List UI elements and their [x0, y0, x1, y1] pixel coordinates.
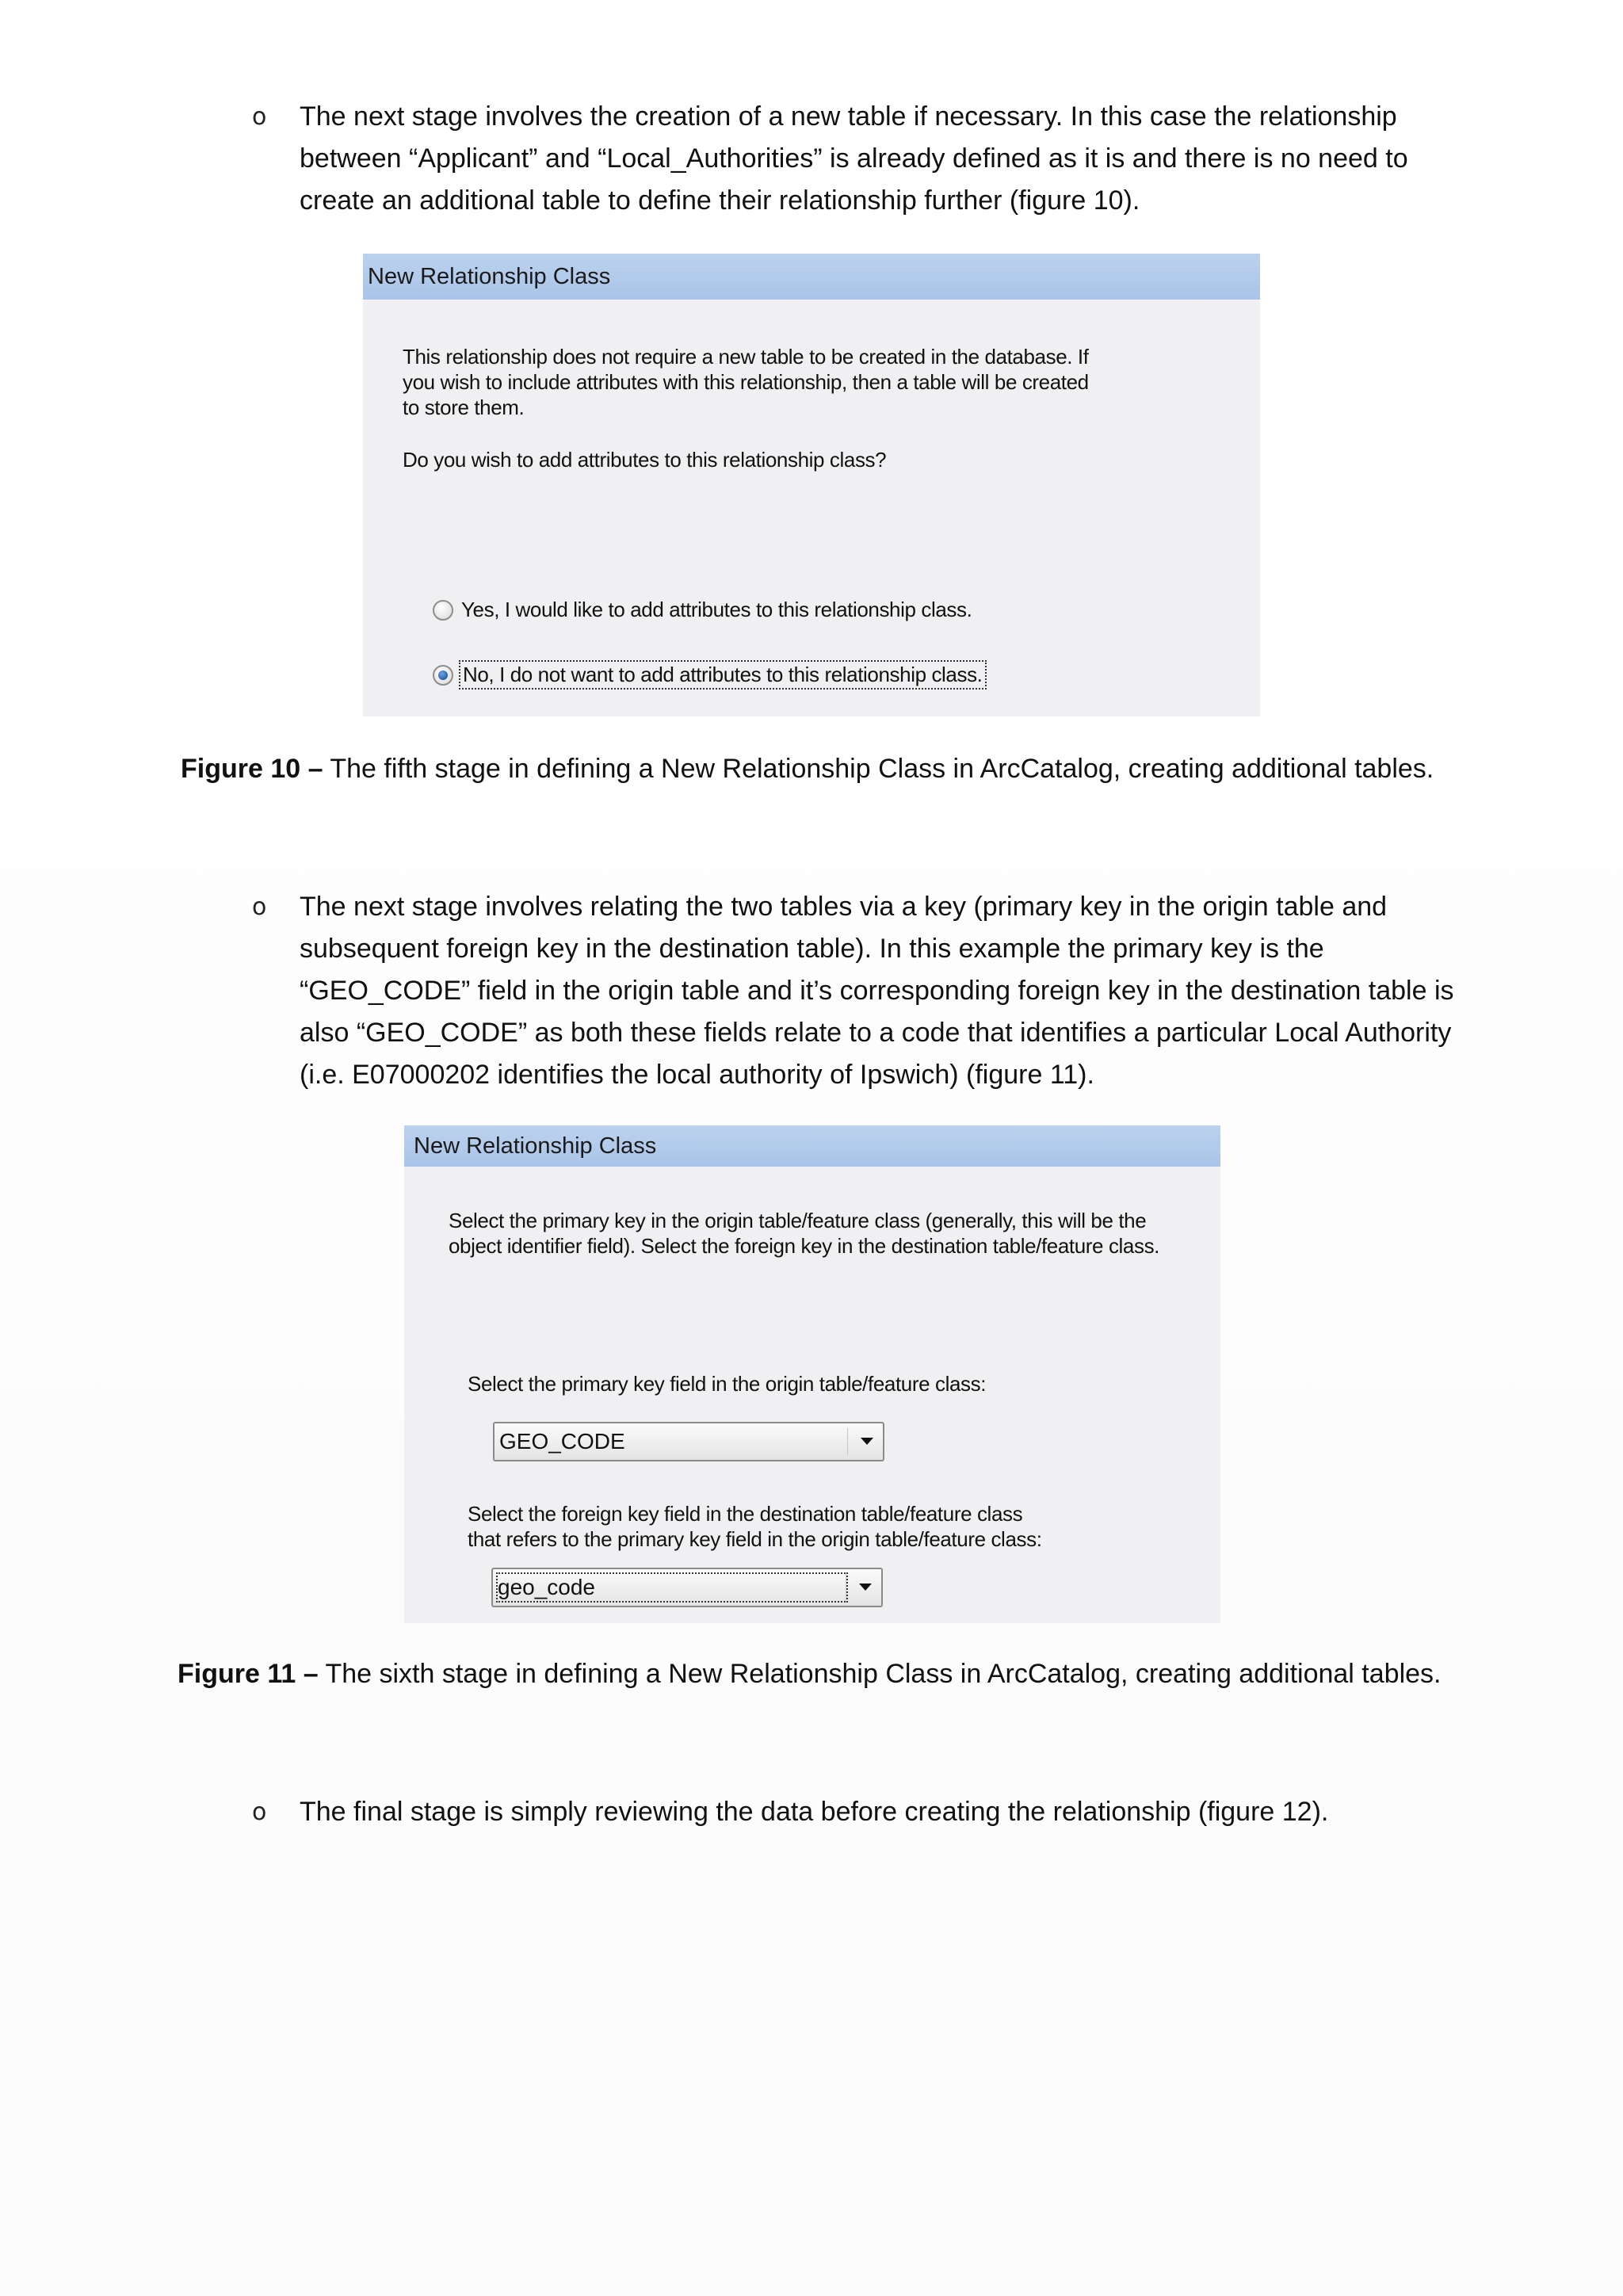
dialog-question: Do you wish to add attributes to this relationship class? [403, 448, 887, 472]
paragraph-line: The next stage involves relating the two tables via a key (primary key in the origin table and [300, 892, 1388, 922]
option-yes-label: Yes, I would like to add attributes to this relationship class. [461, 598, 972, 621]
option-no-add-attributes[interactable] [433, 663, 984, 687]
foreign-key-label-line: Select the foreign key field in the destination table/feature class [468, 1502, 1023, 1526]
figure-11-caption [178, 1656, 1441, 1691]
paragraph-line: (i.e. E07000202 identifies the local authority of Ipswich) (figure 11). [300, 1060, 1094, 1090]
bullet-marker: o [252, 103, 267, 131]
foreign-key-label-line: that refers to the primary key field in the origin table/feature class: [468, 1527, 1042, 1551]
dialog-message-line: This relationship does not require a new table to be created in the database. If [403, 345, 1089, 369]
paragraph-line: between “Applicant” and “Local_Authorities” is already defined as it is and there is no need to [300, 143, 1408, 174]
paragraph-line: “GEO_CODE” field in the origin table and it’s corresponding foreign key in the destination table is [300, 976, 1454, 1006]
paragraph-line: The next stage involves the creation of a new table if necessary. In this case the relationship [300, 101, 1397, 132]
paragraph-relating-keys [300, 886, 1583, 1096]
dialog-message-line: to store them. [403, 395, 525, 419]
caption-text: The sixth stage in defining a New Relationship Class in ArcCatalog, creating additional tables. [318, 1659, 1442, 1689]
primary-key-label: Select the primary key field in the origin table/feature class: [468, 1372, 987, 1396]
dialog-intro [449, 1208, 1217, 1259]
paragraph-line: also “GEO_CODE” as both these fields relate to a code that identifies a particular Local Authority [300, 1018, 1452, 1048]
chevron-down-icon[interactable] [861, 1438, 873, 1445]
option-yes-add-attributes[interactable] [433, 598, 972, 622]
dialog-title: New Relationship Class [363, 254, 1260, 300]
radio-selected-icon[interactable] [433, 665, 453, 686]
paragraph-line: The final stage is simply reviewing the data before creating the relationship (figure 12). [300, 1797, 1329, 1827]
foreign-key-dropdown[interactable] [491, 1568, 883, 1607]
option-no-label: No, I do not want to add attributes to this relationship class. [463, 663, 983, 686]
dialog-intro-line: Select the primary key in the origin table/feature class (generally, this will be the [449, 1209, 1147, 1232]
paragraph-line: subsequent foreign key in the destination table). In this example the primary key is the [300, 934, 1324, 964]
dialog-title: New Relationship Class [404, 1125, 1220, 1167]
figure-11-screenshot [404, 1125, 1220, 1623]
dropdown-separator [847, 1428, 848, 1455]
caption-label: Figure 11 – [178, 1659, 319, 1689]
paragraph-new-table [300, 96, 1536, 222]
figure-10-caption [181, 751, 1434, 786]
paragraph-final-stage [300, 1791, 1536, 1833]
foreign-key-value: geo_code [498, 1574, 846, 1601]
primary-key-value: GEO_CODE [499, 1429, 625, 1454]
caption-label: Figure 10 – [181, 754, 323, 784]
dialog-message [403, 344, 1243, 420]
chevron-down-icon[interactable] [859, 1584, 872, 1591]
bullet-marker: o [252, 893, 267, 921]
bullet-marker: o [252, 1798, 267, 1826]
dialog-intro-line: object identifier field). Select the foreign key in the destination table/feature class. [449, 1234, 1160, 1258]
caption-text: The fifth stage in defining a New Relationship Class in ArcCatalog, creating additional tables. [323, 754, 1434, 784]
foreign-key-label [468, 1501, 1042, 1552]
dialog-message-line: you wish to include attributes with this relationship, then a table will be created [403, 370, 1089, 394]
radio-icon[interactable] [433, 600, 453, 621]
primary-key-dropdown[interactable] [493, 1422, 884, 1461]
figure-10-screenshot [363, 254, 1260, 716]
paragraph-line: create an additional table to define their relationship further (figure 10). [300, 185, 1140, 216]
